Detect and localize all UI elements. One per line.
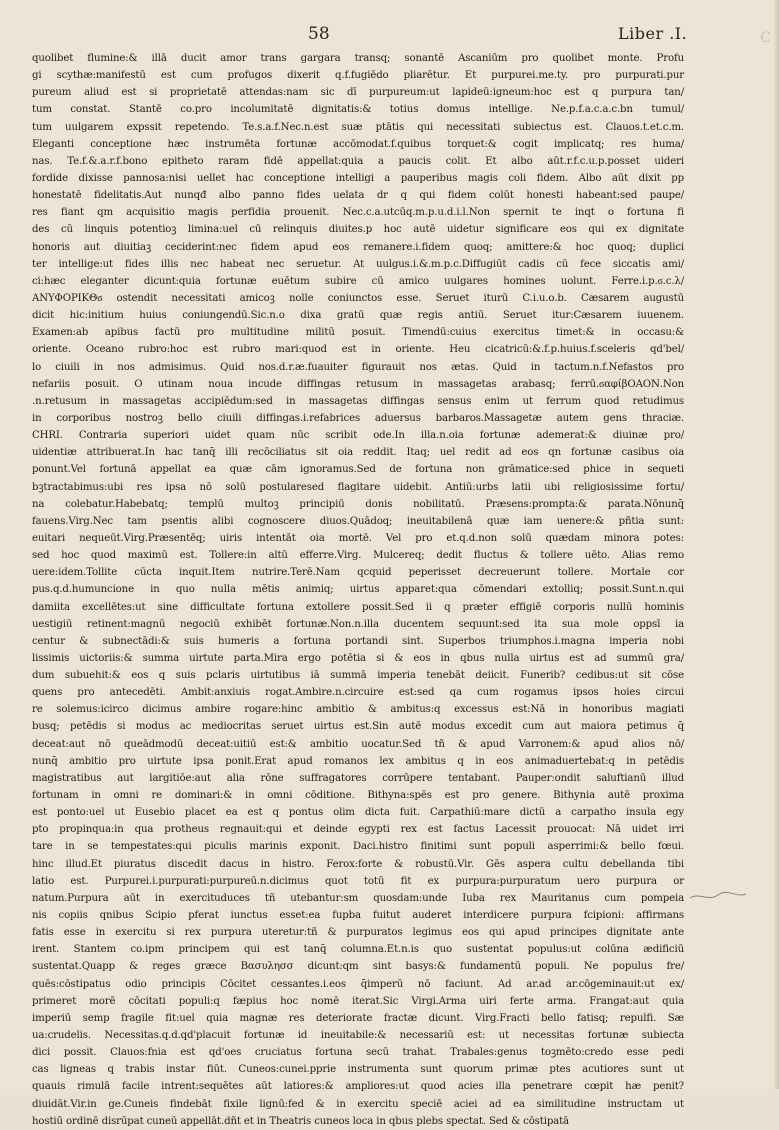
text-line: lissimis uictoriis:& summa uirtute parta.Mira ergo potētia si & eos in qbus nulla uirtus est ad summū gra/ <box>32 652 684 664</box>
text-line: gi scythæ:manifestū est cum profugos dixerit q.f.fugiēdo pliarētur. Et purpurei.me.ty. pro purpurati.pur <box>32 70 684 82</box>
text-line: lo ciuili in nos admisimus. Quid nos.d.r.æ.fuauiter figurauit nos ætas. Quid in tactum.n.f.Nefastos pro <box>32 361 684 373</box>
text-line: fordide dixisse pannosa:nisi uellet hac conceptione intelligi a pauperibus magis coli fidem. Albo aūt dixit pp <box>32 172 684 184</box>
text-line: nis copiis qnibus Scipio pferat iunctus esset:ea fupba fuitut auderet interdicere purpura fcipioni: affirmans <box>32 910 684 922</box>
text-line: uestigiū retinent:magnū negociū exhibēt fortunæ.Non.n.illa ducentem sequunt:sed ita sua mole oppsī ia <box>32 618 684 630</box>
text-line: quens pro antecedēti. Ambit:anxiuis rogat.Ambire.n.circuire est:sed qa cum rogamus ipsos hoies circui <box>32 687 684 699</box>
text-line: hinc illud.Et piuratus discedit dacus in histro. Ferox:forte & robustū.Vir. Gēs aspera cultu debellanda tibi <box>32 858 684 870</box>
text-line: fauens.Virg.Nec tam psentis alibi cognoscere diuos.Quādoq; ineuitabilenā quæ iam uenere:& pñtia sunt: <box>32 515 684 527</box>
text-line: irent. Stantem co.ipm principem qui est tanq̄ columna.Et.n.is quo sustentat populus:ut colūna ædificiū <box>32 944 684 956</box>
text-line: magistratibus aut largitiōe:aut alia rōne suffragatores corrūpere tentabant. Pauper:ondit saluftianū illud <box>32 772 684 784</box>
text-line: nas. Te.f.&.a.r.f.bono epitheto raram fidē appellat:quia a paucis colit. Et albo aūt.r.f.c.u.p.posset uideri <box>32 155 684 167</box>
text-line: res fiant qm acquisitio magis perfidia prouenit. Nec.c.a.utcūq.m.p.u.d.i.l.Non spernit te inqt o fortuna fi <box>32 207 684 219</box>
text-line: Eleganti conceptione hæc instrumēta fortunæ accōmodat.f.quibus torquet:& cogit implicatq; res huma/ <box>32 138 684 150</box>
text-line: des cū linquis potentioꝫ limina:uel cū relinquis diuites.p hoc autē uidetur significare eos qui ex dignitate <box>32 224 684 236</box>
text-line: quēs:cōstipatus odio principis Cōcitet cessantes.i.eos q̄imperū nō faciunt. Ad ar.ad ar.cōgeminauit:ut ex/ <box>32 978 684 990</box>
commentary-text-block <box>32 50 684 1130</box>
text-line: est ponto:uel ut Eusebio placet ea est q pontus olim dicta fuit. Carpathiū:mare dictū a carpatho insula egy <box>32 807 684 819</box>
text-line: pureum aliud est si proprietatē attendas:nam sic dī purpureum:ut lapideū:igneum:hoc est q purpura tan/ <box>32 87 684 99</box>
text-line: dici possit. Clauos:fnia est qd'oes cruciatus fortuna secū trahat. Trabales:genus toꝫmēto:credo esse pedi <box>32 1047 684 1059</box>
text-line: ponunt.Vel fortunā appellat ea quæ cām ignoramus.Sed de fortuna non grāmatice:sed phice in sequeti <box>32 464 684 476</box>
marginal-pen-mark <box>688 886 748 906</box>
text-line: nunq̄ ambitio pro uirtute ipsa ponit.Erat apud romanos lex ambitus q in eos animaduertebat:q in petēdis <box>32 755 684 767</box>
text-line: centur & subnectādi:& suis humeris a fortuna portandi sint. Superbos triumphos.i.magna imperia nobi <box>32 635 684 647</box>
text-line: uidentiæ attribuerat.In hac tanq̄ illi recōciliatus sit oia reddit. Itaq; uel redit ad eos qn fortunæ casibus oia <box>32 447 684 459</box>
text-line: quauis rimulā facile intrent:sequētes aūt latiores:& ampliores:ut quod acies illa penetrare cœpit hæ penit? <box>32 1081 684 1093</box>
text-line: natum.Purpura aūt in exercituduces tñ utebantur:sm quosdam:unde Iuba rex Mauritanus cum pompeia <box>32 892 684 904</box>
text-line: CHRI. Contraria superiori uidet quam nūc scribit ode.In illa.n.oia fortunæ ademerat:& diuinæ pro/ <box>32 430 684 442</box>
text-line: nefariis posuit. O utinam noua incude diffingas retusum in massagetas arabasq; ferrū.ϭαφίβΟΑΟΝ.Non <box>32 378 684 390</box>
text-line: pto propinqua:in qua protheus regnauit:qui et deinde egypti rex est factus Lacessit prouocat: Nā uidet irri <box>32 824 684 836</box>
text-line: .n.retusum in massagetas accipiēdum:sed in massagetas diffingas sensus enim ut ferrum quod retudimus <box>32 395 684 407</box>
text-line: in corporibus nostroꝫ bello ciuili diffingas.i.refabrices aduersus barbaros.Massagetæ autem gens thraciæ. <box>32 412 684 424</box>
page-header <box>0 24 779 50</box>
text-line: primeret morē cōcitati populi:q fæpius hoc nomē iterat.Sic Virgi.Arma uiri ferte arma. Frangat:aut quia <box>32 995 684 1007</box>
text-line: imperiū semp fragile fit:uel quia magnæ res deteriorate fractæ dicunt. Virg.Fracti bello fatisq; repulfi. Sæ <box>32 1012 684 1024</box>
text-line: tare in se tempestates:qui piculis marinis exponit. Daci.histro finitimi sunt populi asperrimi:& bello fœui. <box>32 841 684 853</box>
text-line: uere:idem.Tollite cūcta inquit.Item nutrire.Terē.Nam qcquid peperisset decreuerunt tollere. Mortale cor <box>32 567 684 579</box>
text-line: fortunam in omni re dominari:& in omni cōditione. Bithyna:spēs est pro genere. Bithynia autē proxima <box>32 790 684 802</box>
text-line: ci:hæc eleganter dicunt:quia fortunæ euētum subire cū amico uulgares homines uolunt. Ferre.i.p.ϭ.ϲ.λ/ <box>32 275 684 287</box>
text-line: quolibet flumine:& illā ducit amor trans gargara transq; sonantē Ascaniūm pro quolibet monte. Profu <box>32 53 684 64</box>
text-line: pus.q.d.humuncione in quo nulla mētis animiq; uirtus apparet:qua cōmendari extolliq; possit.Sunt.n.qui <box>32 584 684 596</box>
text-line: dicit hic:initium huius coniungendū.Sic.n.o dixa gratū quæ regis antiū. Seruet itur:Cæsarem iuuenem. <box>32 310 684 322</box>
text-line: damiita excellētes:ut sine difficultate fortuna extollere possit.Sed ii q præter effigiē corporis nullū hominis <box>32 601 684 613</box>
text-line: oriente. Oceano rubro:hoc est rubro mari:quod est in oriente. Heu cicatricū:&.f.p.huius.f.sceleris qd'bel/ <box>32 344 684 356</box>
text-line: honestatē fidelitatis.Aut nunqđ albo panno fides uelata dr q qui fidem colūt honesti habeant:sed paupe/ <box>32 190 684 202</box>
text-line: latio est. Purpurei.i.purpurati:purpureū.n.dicimus quot totū fit ex purpura:purpuratum uero purpura or <box>32 875 684 887</box>
text-line: sed hoc quod maximū est. Tollere:in altū efferre.Virg. Mulcereq; dedit fluctus & tollere uēto. Alias remo <box>32 550 684 562</box>
text-line: honoris aut diuitiaꝫ ceciderint:nec fidem apud eos remanere.i.fidem quoq; amittere:& hoc quoq; duplici <box>32 241 684 253</box>
text-line: busq; petēdis si modus ac mediocritas seruet uirtus est.Sin autē modus excedit cum aut maiora petimus q̄ <box>32 721 684 733</box>
text-line: na colebatur.Habebatq; templū multoꝫ principiū donis nobilitatū. Præsens:prompta:& parata.Nōnunq̄ <box>32 498 684 510</box>
folio-number: 58 <box>308 24 330 44</box>
text-line: hostiū ordinē disrūpat cuneū appellāt.dñt et in Theatris cuneos loca in qbus plebs spectat. Sed & cōstipatā <box>32 1115 569 1127</box>
text-line: deceat:aut nō queādmodū deceat:uitiū est:& ambitio uocatur.Sed tñ & apud Varronem:& apud alios nō/ <box>32 738 684 750</box>
text-line: sustentat.Quapp & reges græce Βασυλησσ dicunt:qm sint basys:& fundamentū populi. Ne populus fre/ <box>32 961 684 973</box>
text-line: ΑΝΥΦΟΡΙΚΘϭ ostendit necessitati amicoꝫ nolle coniunctos esse. Seruet iturū C.i.u.o.b. Cæsarem augustū <box>32 292 684 304</box>
bleed-through-letter: C <box>760 30 771 46</box>
text-line: tum uulgarem expssit repetendo. Te.s.a.f.Nec.n.est suæ ptātis qui necessitati subiectus est. Clauos.t.et.c.m. <box>32 121 684 133</box>
text-line: bꝫtractabimus:ubi res ipsa nō solū postularesed flagitare uidebit. Antiū:urbs latii ubi religiosissime fortu/ <box>32 481 684 493</box>
text-line: tum constat. Stantē co.pro incolumitatē dignitatis:& totius domus intellige. Ne.p.f.a.c.a.c.bn tumul/ <box>32 104 684 116</box>
text-line: fatis esse in exercitu si rex purpura uteretur:tñ & purpuratos legimus eos qui apud principes dignitate ante <box>32 927 684 939</box>
scan-edge-shadow <box>773 0 779 1089</box>
text-line: cas ligneas q trabis instar fiūt. Cuneos:cunei.pprie instrumenta sunt quorum primæ ptes acutiores sunt ut <box>32 1064 684 1076</box>
running-head: Liber .I. <box>618 24 688 43</box>
text-line: ter intellige:ut fides illis nec habeat nec seruetur. At uulgus.i.&.m.p.c.Diffugiūt cadis cū fece siccatis ami/ <box>32 258 684 270</box>
text-line: euitari nequeūt.Virg.Præsentēq; uiris intentāt oia mortē. Vel pro et.q.d.non solū quædam minora potes: <box>32 532 684 544</box>
text-line: dum subuehit:& eos q suis pclaris uirtutibus iā summā imperia tenebāt deiicit. Funerib? cedibus:ut sit cōse <box>32 670 684 682</box>
text-line: diuidāt.Vir.in ge.Cuneis findebāt fixile lignū:fed & in exercitu speciē aciei ad ea similitudine instructam ut <box>32 1098 684 1110</box>
text-line: ua:crudelis. Necessitas.q.d.qd'placuit fortunæ id ineuitabile:& necessariū est: ut necessitas fortunæ subiecta <box>32 1030 684 1042</box>
text-line: Examen:ab apibus factū pro multitudine militū posuit. Timendū:cuius exercitus timet:& in occasu:& <box>32 327 684 339</box>
text-line: re solemus:icirco dicimus ambire rogare:hinc ambitio & ambitus:q excessus est:Nā in honoribus magiati <box>32 704 684 716</box>
